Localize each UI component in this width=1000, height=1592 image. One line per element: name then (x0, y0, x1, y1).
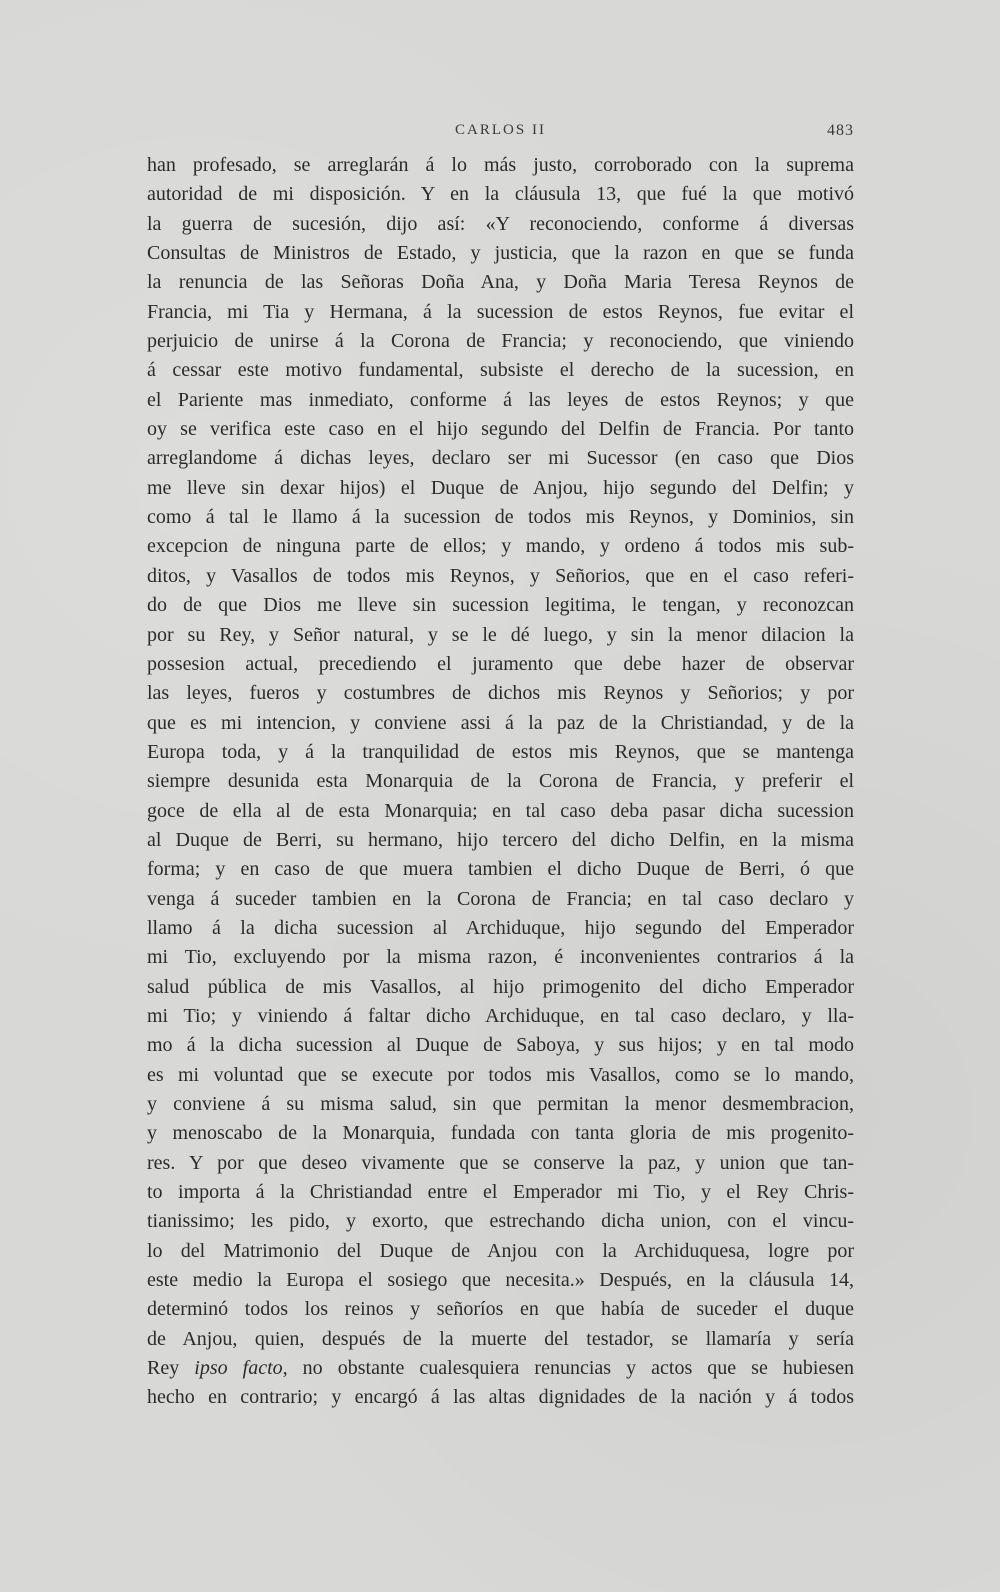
text-line: han profesado, se arreglarán á lo más justo, corroborado con la suprema (147, 154, 854, 176)
text-line: la renuncia de las Señoras Doña Ana, y Doña Maria Teresa Reynos de (147, 271, 854, 294)
text-line: á cessar este motivo fundamental, subsiste el derecho de la sucession, en (147, 359, 854, 382)
text-line: mi Tio; y viniendo á faltar dicho Archiduque, en tal caso declaro, y lla- (147, 1004, 854, 1027)
text-segment: , no obstante cualesquiera renuncias y actos que se hubiesen (282, 1357, 854, 1380)
text-line: como á tal le llamo á la sucession de todos mis Reynos, y Dominios, sin (147, 506, 854, 529)
text-line: oy se verifica este caso en el hijo segundo del Delfin de Francia. Por tanto (147, 418, 854, 441)
text-line: to importa á la Christiandad entre el Emperador mi Tio, y el Rey Chris- (147, 1181, 854, 1204)
text-line: ditos, y Vasallos de todos mis Reynos, y Señorios, que en el caso referi- (147, 564, 854, 587)
text-line: mo á la dicha sucession al Duque de Saboya, y sus hijos; y en tal modo (147, 1034, 854, 1057)
text-line: es mi voluntad que se execute por todos mis Vasallos, como se lo mando, (147, 1063, 854, 1086)
text-line: mi Tio, excluyendo por la misma razon, é inconvenientes contrarios á la (147, 946, 854, 969)
text-line-with-italic (147, 1354, 854, 1383)
text-line: Francia, mi Tia y Hermana, á la sucession de estos Reynos, fue evitar el (147, 300, 854, 323)
text-line: llamo á la dicha sucession al Archiduque, hijo segundo del Emperador (147, 916, 854, 939)
text-line: al Duque de Berri, su hermano, hijo tercero del dicho Delfin, en la misma (147, 828, 854, 851)
italic-phrase: ipso facto (194, 1357, 283, 1380)
page-header (147, 122, 854, 146)
text-line: determinó todos los reinos y señoríos en que había de suceder el duque (147, 1298, 854, 1321)
text-line: Consultas de Ministros de Estado, y justicia, que la razon en que se funda (147, 242, 854, 265)
text-segment: Rey (147, 1357, 195, 1380)
text-line: autoridad de mi disposición. Y en la cláusula 13, que fué la que motivó (147, 183, 854, 206)
running-head: CARLOS II (455, 122, 546, 138)
text-line: goce de ella al de esta Monarquia; en tal caso deba pasar dicha sucession (147, 799, 854, 822)
page-number: 483 (827, 122, 854, 139)
text-line: siempre desunida esta Monarquia de la Corona de Francia, y preferir el (147, 770, 854, 793)
text-line: possesion actual, precediendo el juramento que debe hazer de observar (147, 652, 854, 675)
text-line: este medio la Europa el sosiego que necesita.» Después, en la cláusula 14, (147, 1269, 854, 1292)
text-line: arreglandome á dichas leyes, declaro ser mi Sucessor (en caso que Dios (147, 447, 854, 470)
text-line: forma; y en caso de que muera tambien el dicho Duque de Berri, ó que (147, 858, 854, 881)
text-line: la guerra de sucesión, dijo así: «Y reconociendo, conforme á diversas (147, 212, 854, 235)
text-line: venga á suceder tambien en la Corona de Francia; en tal caso declaro y (147, 887, 854, 910)
text-line: lo del Matrimonio del Duque de Anjou con la Archiduquesa, logre por (147, 1239, 854, 1262)
text-line: que es mi intencion, y conviene assi á la paz de la Christiandad, y de la (147, 711, 854, 734)
text-line: por su Rey, y Señor natural, y se le dé luego, y sin la menor dilacion la (147, 623, 854, 646)
text-line: y conviene á su misma salud, sin que permitan la menor desmembracion, (147, 1093, 854, 1115)
text-line: hecho en contrario; y encargó á las altas dignidades de la nación y á todos (147, 1386, 854, 1409)
text-line: me lleve sin dexar hijos) el Duque de Anjou, hijo segundo del Delfin; y (147, 476, 854, 499)
text-line: excepcion de ninguna parte de ellos; y mando, y ordeno á todos mis sub- (147, 535, 854, 558)
text-line: perjuicio de unirse á la Corona de Francia; y reconociendo, que viniendo (147, 330, 854, 353)
text-line: res. Y por que deseo vivamente que se conserve la paz, y union que tan- (147, 1151, 854, 1174)
body-text (147, 151, 854, 1413)
text-line: de Anjou, quien, después de la muerte del testador, se llamaría y sería (147, 1327, 854, 1350)
text-line: do de que Dios me lleve sin sucession legitima, le tengan, y reconozcan (147, 594, 854, 617)
text-line: y menoscabo de la Monarquia, fundada con tanta gloria de mis progenito- (147, 1122, 854, 1145)
text-line: salud pública de mis Vasallos, al hijo primogenito del dicho Emperador (147, 975, 854, 998)
text-line: el Pariente mas inmediato, conforme á las leyes de estos Reynos; y que (147, 388, 854, 411)
text-line: Europa toda, y á la tranquilidad de estos mis Reynos, que se mantenga (147, 740, 854, 763)
text-line: las leyes, fueros y costumbres de dichos mis Reynos y Señorios; y por (147, 682, 854, 705)
text-line: tianissimo; les pido, y exorto, que estrechando dicha union, con el vincu- (147, 1210, 854, 1233)
